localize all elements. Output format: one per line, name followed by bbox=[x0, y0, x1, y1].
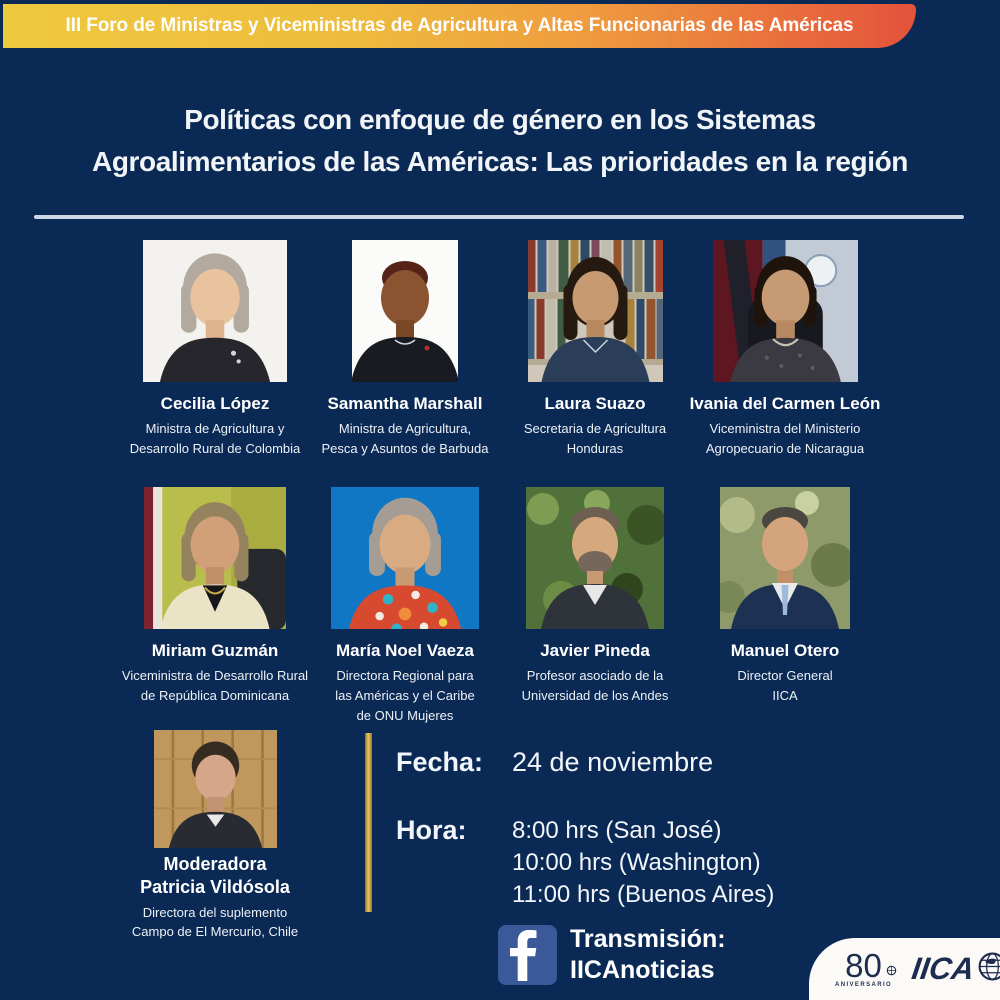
speaker-card-miriam-guzman bbox=[120, 487, 310, 726]
speaker-name: Laura Suazo bbox=[544, 394, 646, 413]
iica-logo bbox=[909, 951, 1000, 987]
speaker-photo bbox=[143, 240, 287, 382]
moderator-role: Directora del suplemento Campo de El Mercurio, Chile bbox=[131, 905, 299, 939]
top-banner bbox=[3, 4, 916, 48]
time-list bbox=[512, 815, 774, 911]
speaker-name: Miriam Guzmán bbox=[151, 641, 279, 660]
speakers-row-1 bbox=[120, 240, 880, 459]
speaker-photo bbox=[331, 487, 479, 629]
speakers-row-2 bbox=[120, 487, 880, 726]
schedule bbox=[396, 747, 774, 911]
speaker-photo bbox=[720, 487, 850, 629]
anniversary-label: ANIVERSARIO bbox=[835, 982, 893, 988]
speaker-photo bbox=[528, 240, 663, 382]
iica-wordmark: IICA bbox=[909, 951, 977, 986]
speaker-name: Cecilia López bbox=[160, 394, 270, 413]
event-title-line1: Políticas con enfoque de género en los Sistemas bbox=[184, 104, 816, 135]
anniversary-globe-icon bbox=[886, 963, 897, 981]
speaker-role: Director General IICA bbox=[737, 668, 833, 703]
anniversary-80-logo bbox=[835, 947, 893, 988]
transmission-text bbox=[570, 924, 726, 986]
schedule-accent-bar bbox=[365, 733, 372, 912]
date-row bbox=[396, 747, 774, 778]
speaker-card-cecilia-lopez bbox=[120, 240, 310, 459]
speaker-name: María Noel Vaeza bbox=[336, 641, 474, 660]
time-row bbox=[396, 815, 774, 911]
speaker-card-ivania-leon bbox=[690, 240, 880, 459]
speaker-name: Samantha Marshall bbox=[327, 394, 483, 413]
speaker-photo bbox=[352, 240, 458, 382]
speaker-name: Ivania del Carmen León bbox=[689, 394, 881, 413]
facebook-icon bbox=[498, 925, 557, 985]
moderator-card bbox=[118, 730, 312, 941]
speaker-card-javier-pineda bbox=[500, 487, 690, 726]
footer-logos-card bbox=[809, 938, 1000, 1000]
speaker-card-samantha-marshall bbox=[310, 240, 500, 459]
banner-title: III Foro de Ministras y Viceministras de Agricultura y Altas Funcionarias de las Américas bbox=[65, 15, 854, 36]
transmission-block bbox=[498, 924, 726, 986]
moderator-label: Moderadora bbox=[163, 854, 267, 874]
speaker-role: Viceministra del Ministerio Agropecuario de Nicaragua bbox=[705, 421, 865, 456]
speaker-role: Ministra de Agricultura y Desarrollo Rural de Colombia bbox=[129, 421, 301, 456]
transmission-line2: IICAnoticias bbox=[570, 956, 715, 984]
event-title bbox=[0, 99, 1000, 183]
speaker-name: Javier Pineda bbox=[540, 641, 650, 660]
speaker-name: Manuel Otero bbox=[730, 641, 840, 660]
date-label: Fecha: bbox=[396, 747, 484, 777]
speaker-card-maria-noel-vaeza bbox=[310, 487, 500, 726]
speaker-card-manuel-otero bbox=[690, 487, 880, 726]
speaker-role: Directora Regional para las Américas y el Caribe de ONU Mujeres bbox=[335, 668, 475, 723]
date-value: 24 de noviembre bbox=[512, 747, 714, 777]
moderator-photo bbox=[154, 730, 277, 848]
moderator-name: Patricia Vildósola bbox=[140, 877, 290, 897]
transmission-line1: Transmisión: bbox=[570, 925, 726, 953]
time-item: 11:00 hrs (Buenos Aires) bbox=[512, 881, 775, 908]
anniversary-number: 80 bbox=[845, 947, 882, 984]
speaker-photo bbox=[144, 487, 286, 629]
speaker-photo bbox=[526, 487, 664, 629]
speaker-role: Viceministra de Desarrollo Rural de República Dominicana bbox=[121, 668, 309, 703]
time-label: Hora: bbox=[396, 815, 467, 845]
speaker-role: Secretaria de Agricultura Honduras bbox=[523, 421, 667, 456]
globe-icon bbox=[977, 951, 1000, 987]
speaker-card-laura-suazo bbox=[500, 240, 690, 459]
speaker-role: Ministra de Agricultura, Pesca y Asuntos de Barbuda bbox=[321, 421, 489, 456]
speaker-role: Profesor asociado de la Universidad de los Andes bbox=[521, 668, 669, 703]
speaker-photo bbox=[713, 240, 858, 382]
time-item: 8:00 hrs (San José) bbox=[512, 817, 722, 844]
event-title-line2: Agroalimentarios de las Américas: Las prioridades en la región bbox=[92, 146, 908, 177]
time-item: 10:00 hrs (Washington) bbox=[512, 849, 761, 876]
title-divider bbox=[34, 215, 964, 219]
